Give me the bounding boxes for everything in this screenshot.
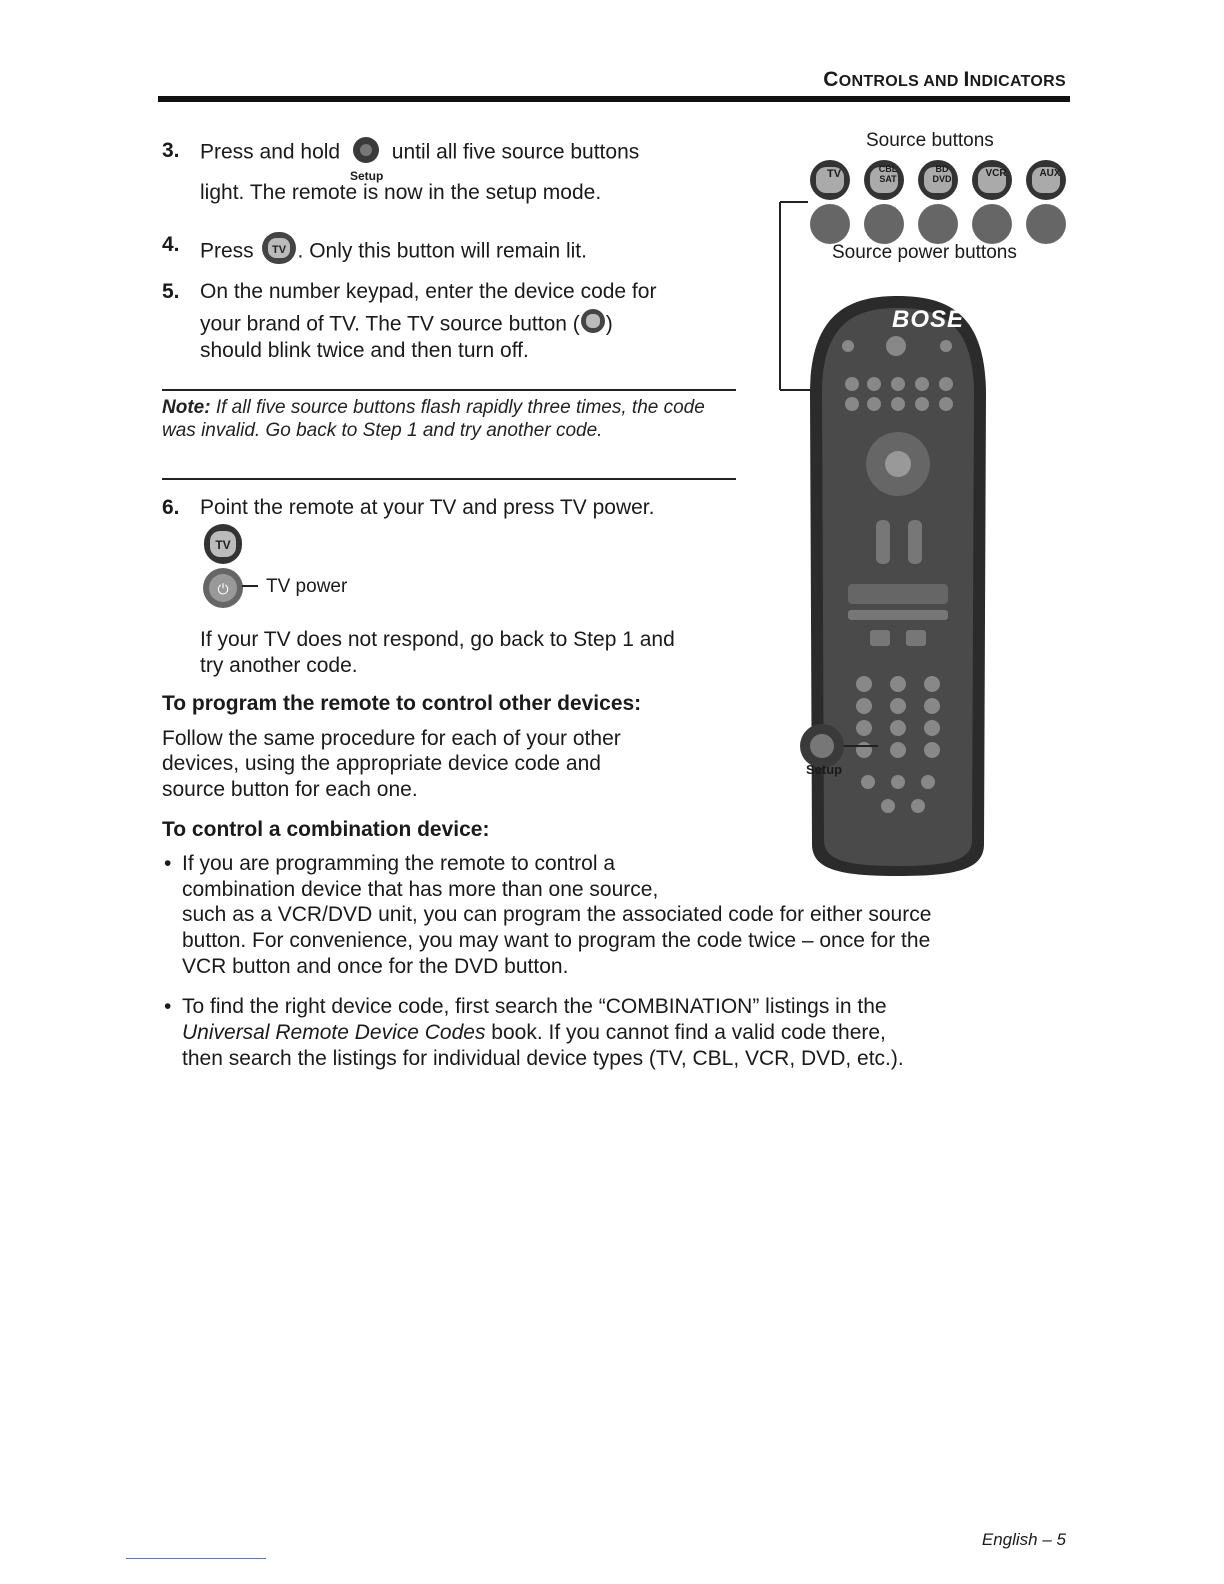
- tv-source-button-icon: [260, 230, 298, 274]
- heading-combination-device: To control a combination device:: [162, 818, 490, 841]
- source-buttons-label: Source buttons: [866, 130, 994, 151]
- setup-button-icon: Setup: [346, 136, 386, 170]
- other-devices-line3: source button for each one.: [162, 778, 418, 801]
- combo-bullet-1-l3: such as a VCR/DVD unit, you can program the associated code for either source: [182, 903, 932, 926]
- remote-brand-logo: BOSE: [892, 306, 965, 333]
- combo-bullet-1-l4: button. For convenience, you may want to program the code twice – once for the: [182, 929, 931, 952]
- other-devices-line2: devices, using the appropriate device code and: [162, 752, 601, 775]
- setup-label: Setup: [806, 762, 843, 777]
- note-label: Note:: [162, 397, 211, 418]
- step-5: 5. On the number keypad, enter the device code for: [162, 280, 657, 303]
- combo-bullet-1: • If you are programming the remote to control a: [164, 852, 616, 875]
- header-rule: [158, 96, 1070, 102]
- tv-power-label: TV power: [266, 576, 348, 597]
- source-button-tv: TV: [826, 168, 842, 180]
- heading-other-devices: To program the remote to control other devices:: [162, 692, 642, 715]
- svg-text:TV: TV: [215, 538, 231, 552]
- step-3-line2: light. The remote is now in the setup mode.: [200, 181, 602, 204]
- section-header: CONTROLS AND INDICATORS: [823, 68, 1066, 91]
- source-power-row: [810, 204, 1066, 244]
- note-top-rule: [162, 389, 736, 391]
- remote-control-figure: [778, 284, 1018, 889]
- step-6: 6. Point the remote at your TV and press TV power.: [162, 496, 655, 519]
- step-6-followup-1: If your TV does not respond, go back to Step 1 and: [200, 628, 675, 651]
- other-devices-line1: Follow the same procedure for each of your other: [162, 727, 621, 750]
- svg-text:⏻: ⏻: [217, 582, 229, 598]
- combo-bullet-2-l3: then search the listings for individual device types (TV, CBL, VCR, DVD, etc.).: [182, 1047, 904, 1070]
- source-button-cbl-sat: CBL SAT: [878, 164, 898, 184]
- page-number: English – 5: [981, 1530, 1066, 1549]
- source-button-bd-dvd: BD DVD: [932, 164, 952, 184]
- combo-bullet-2: • To find the right device code, first search the “COMBINATION” listings in the: [164, 995, 887, 1018]
- step-5-line3: should blink twice and then turn off.: [200, 339, 529, 362]
- step-4: 4. Press TV . Only this button will remain lit.: [200, 230, 587, 274]
- note-text: If all five source buttons flash rapidly three times, the code was invalid. Go back to Step 1 and try another code.: [162, 397, 705, 441]
- svg-text:TV: TV: [271, 244, 286, 256]
- combo-bullet-2-l2: Universal Remote Device Codes book. If you cannot find a valid code there,: [182, 1021, 886, 1044]
- source-power-buttons-label: Source power buttons: [832, 242, 1017, 263]
- note-bottom-rule: [162, 478, 736, 480]
- tv-power-illustration: [198, 522, 258, 619]
- note: [162, 396, 722, 442]
- step-3: 3. Press and hold Setup until all five source buttons: [200, 136, 760, 170]
- footer-rule: [126, 1558, 266, 1559]
- tv-source-small-icon: [580, 308, 606, 342]
- step-5-line2: your brand of TV. The TV source button ( ): [200, 308, 613, 342]
- source-button-vcr: VCR: [985, 168, 1007, 179]
- source-button-aux: AUX: [1039, 168, 1061, 179]
- step-6-followup-2: try another code.: [200, 654, 358, 677]
- combo-bullet-1-l2: combination device that has more than one source,: [182, 878, 659, 901]
- combo-bullet-1-l5: VCR button and once for the DVD button.: [182, 955, 569, 978]
